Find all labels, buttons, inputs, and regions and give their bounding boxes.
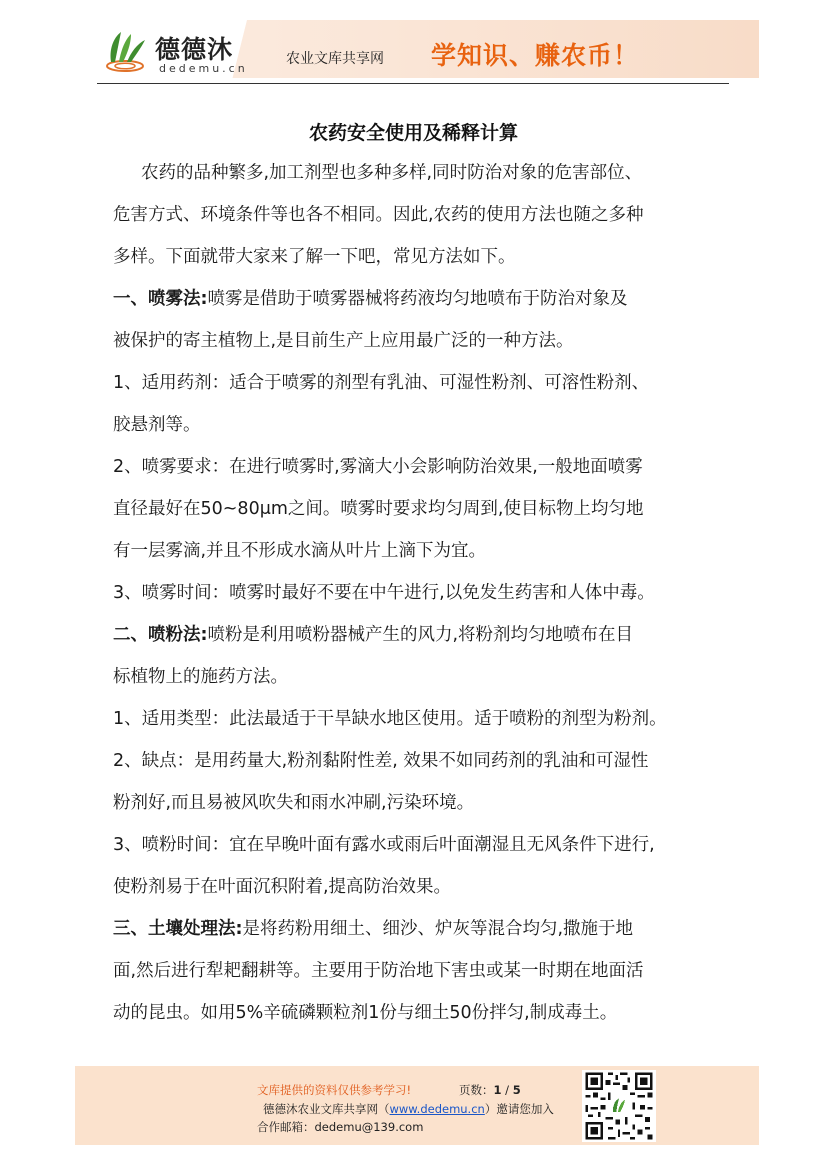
paragraph-line: [113, 740, 725, 782]
section-heading: 一、喷雾法:: [113, 289, 208, 309]
line-text: 胶悬剂等。: [113, 415, 201, 435]
line-text: 面,然后进行犁耙翻耕等。主要用于防治地下害虫或某一时期在地面活: [113, 961, 644, 981]
paragraph-line: [113, 362, 725, 404]
paragraph-line: [113, 656, 725, 698]
line-text: 1、适用类型：此法最适于干旱缺水地区使用。适于喷粉的剂型为粉剂。: [113, 709, 667, 729]
line-text: 标植物上的施药方法。: [113, 667, 288, 687]
line-text: 危害方式、环境条件等也各不相同。因此,农药的使用方法也随之多种: [113, 205, 644, 225]
paragraph-line: [113, 698, 725, 740]
section-heading-line: [113, 278, 725, 320]
footer-disclaimer: 文库提供的资料仅供参考学习!: [257, 1083, 412, 1097]
line-text: 农药的品种繁多,加工剂型也多种多样,同时防治对象的危害部位、: [141, 163, 643, 183]
paragraph-line: [113, 236, 725, 278]
footer-invite-suffix: ）邀请您加入: [484, 1102, 554, 1116]
line-text: 2、喷雾要求：在进行喷雾时,雾滴大小会影响防治效果,一般地面喷雾: [113, 457, 643, 477]
page-label: 页数：: [459, 1083, 494, 1097]
line-text: 有一层雾滴,并且不形成水滴从叶片上滴下为宜。: [113, 541, 487, 561]
paragraph-line: [113, 950, 725, 992]
line-text: 3、喷雾时间：喷雾时最好不要在中午进行,以免发生药害和人体中毒。: [113, 583, 655, 603]
section-heading-line: [113, 908, 725, 950]
line-text: 直径最好在50~80μm之间。喷雾时要求均匀周到,使目标物上均匀地: [113, 499, 644, 519]
section-heading: 三、土壤处理法:: [113, 919, 243, 939]
brand-domain: dedemu.cn: [159, 62, 248, 75]
paragraph-line: [113, 866, 725, 908]
paragraph-line: [113, 194, 725, 236]
paragraph-line: [113, 152, 725, 194]
paragraph-line: [113, 824, 725, 866]
paragraph-line: [113, 530, 725, 572]
page-header: [97, 18, 759, 80]
email-address: dedemu@139.com: [314, 1120, 424, 1134]
paragraph-line: [113, 488, 725, 530]
line-text: 1、适用药剂：适合于喷雾的剂型有乳油、可湿性粉剂、可溶性粉剂、: [113, 373, 650, 393]
line-text: 喷粉是利用喷粉器械产生的风力,将粉剂均匀地喷布在目: [207, 625, 634, 645]
line-text: 被保护的寄主植物上,是目前生产上应用最广泛的一种方法。: [113, 331, 574, 351]
page-current: 1: [493, 1083, 502, 1097]
footer-invite: [263, 1101, 554, 1117]
line-text: 喷雾是借助于喷雾器械将药液均匀地喷布于防治对象及: [207, 289, 628, 309]
page-footer: [75, 1066, 759, 1145]
section-heading-line: [113, 614, 725, 656]
page-total: 5: [512, 1083, 521, 1097]
page-separator: /: [501, 1083, 513, 1097]
bamboo-leaf-logo-icon: [101, 28, 149, 74]
paragraph-line: [113, 320, 725, 362]
line-text: 2、缺点：是用药量大,粉剂黏附性差, 效果不如同药剂的乳油和可湿性: [113, 751, 649, 771]
line-text: 多样。下面就带大家来了解一下吧，常见方法如下。: [113, 247, 516, 267]
footer-contact: [257, 1119, 423, 1135]
paragraph-line: [113, 572, 725, 614]
section-heading: 二、喷粉法:: [113, 625, 208, 645]
line-text: 3、喷粉时间：宜在早晚叶面有露水或雨后叶面潮湿且无风条件下进行,: [113, 835, 655, 855]
qr-code-icon: [582, 1070, 656, 1142]
paragraph-line: [113, 992, 725, 1034]
slogan: 学知识、赚农币！: [431, 41, 640, 70]
page-indicator: [459, 1082, 521, 1098]
line-text: 是将药粉用细土、细沙、炉灰等混合均匀,撒施于地: [242, 919, 634, 939]
paragraph-line: [113, 404, 725, 446]
email-label: 合作邮箱：: [257, 1120, 315, 1134]
paragraph-line: [113, 782, 725, 824]
site-name: 农业文库共享网: [286, 51, 384, 67]
header-divider: [97, 83, 729, 84]
footer-invite-prefix: 德德沐农业文库共享网（: [263, 1102, 390, 1116]
line-text: 粉剂好,而且易被风吹失和雨水冲刷,污染环境。: [113, 793, 475, 813]
line-text: 使粉剂易于在叶面沉积附着,提高防治效果。: [113, 877, 452, 897]
document-content: [113, 152, 725, 1034]
website-link[interactable]: www.dedemu.cn: [389, 1102, 485, 1116]
document-title: 农药安全使用及稀释计算: [308, 122, 518, 144]
line-text: 动的昆虫。如用5%辛硫磷颗粒剂1份与细土50份拌匀,制成毒土。: [113, 1003, 618, 1023]
brand-name: 德德沐: [155, 35, 234, 64]
paragraph-line: [113, 446, 725, 488]
